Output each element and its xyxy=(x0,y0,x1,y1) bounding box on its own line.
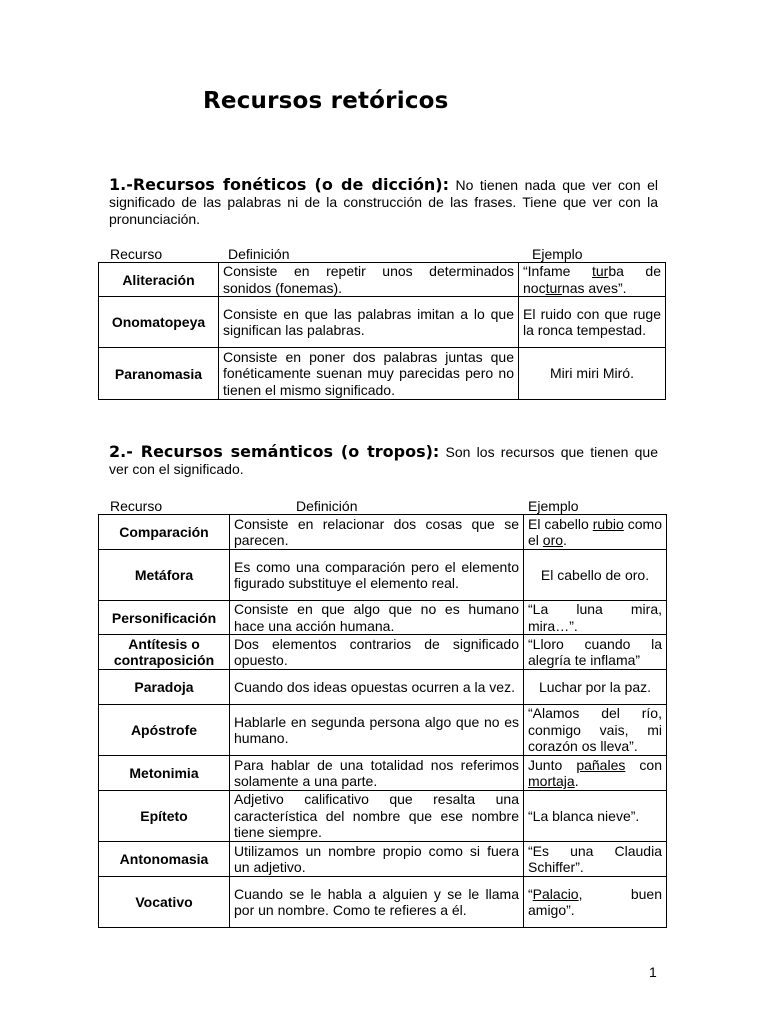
table-row xyxy=(99,705,667,756)
term-cell xyxy=(99,635,230,670)
example-text: . xyxy=(563,532,567,548)
example-text: ba de noc xyxy=(523,263,661,296)
definition-cell: Para hablar de una totalidad nos referimos solamente a una parte. xyxy=(230,756,524,791)
definition-cell: Dos elementos contrarios de significado opuesto. xyxy=(230,635,524,670)
section2-heading: 2.- Recursos semánticos (o tropos): xyxy=(109,442,440,461)
definition-cell: Consiste en relacionar dos cosas que se parecen. xyxy=(230,515,524,550)
column-label-definicion: Definición xyxy=(228,246,290,262)
definition-cell: Utilizamos un nombre propio como si fuera un adjetivo. xyxy=(230,842,524,877)
definition-cell: Adjetivo calificativo que resalta una característica del nombre que ese nombre tiene siempre. xyxy=(230,791,524,842)
term-line: Antítesis o xyxy=(128,636,200,652)
table-row xyxy=(99,263,666,297)
document-title: Recursos retóricos xyxy=(203,88,449,114)
example-underlined: tur xyxy=(545,279,562,296)
example-underlined: rubio xyxy=(592,515,624,532)
example-text: El cabello xyxy=(528,515,593,532)
table-row xyxy=(99,842,667,877)
section2-intro xyxy=(109,443,658,478)
example-underlined: mortaja xyxy=(528,773,575,789)
term-cell: Epíteto xyxy=(99,791,230,842)
term-cell: Aliteración xyxy=(99,263,219,297)
example-cell: Miri miri Miró. xyxy=(519,348,666,400)
column-label-ejemplo: Ejemplo xyxy=(532,246,583,262)
table-row xyxy=(99,515,667,550)
example-text: . xyxy=(574,773,579,789)
section1-description: No tienen nada que ver con el significado de las palabras ni de la construcción de las frases. Tiene que ver con la pronunciación. xyxy=(109,177,659,227)
example-cell xyxy=(524,877,667,928)
example-text: como el xyxy=(528,515,662,548)
example-cell: “Alamos del río, conmigo vais, mi corazón os lleva”. xyxy=(524,705,667,756)
example-cell xyxy=(524,515,667,550)
example-cell: El ruido con que ruge la ronca tempestad. xyxy=(519,297,666,348)
column-label-ejemplo: Ejemplo xyxy=(528,498,579,514)
column-label-definicion: Definición xyxy=(296,498,358,514)
example-cell: “La blanca nieve”. xyxy=(524,791,667,842)
term-cell: Paradoja xyxy=(99,670,230,705)
term-cell: Onomatopeya xyxy=(99,297,219,348)
term-cell: Personificación xyxy=(99,601,230,635)
definition-cell: Cuando dos ideas opuestas ocurren a la vez. xyxy=(230,670,524,705)
table-row xyxy=(99,635,667,670)
example-cell: “Lloro cuando la alegría te inflama” xyxy=(524,635,667,670)
section2-description: Son los recursos que tienen que ver con el significado. xyxy=(109,444,658,477)
section1-heading: 1.-Recursos fonéticos (o de dicción): xyxy=(109,175,449,194)
example-cell: El cabello de oro. xyxy=(524,550,667,601)
example-underlined: Palacio xyxy=(532,885,579,902)
section1-intro xyxy=(109,176,658,228)
phonetic-resources-table xyxy=(98,262,666,400)
table-row xyxy=(99,297,666,348)
example-cell xyxy=(519,263,666,297)
table-row xyxy=(99,550,667,601)
term-cell: Comparación xyxy=(99,515,230,550)
column-label-recurso: Recurso xyxy=(110,246,163,262)
term-cell: Metáfora xyxy=(99,550,230,601)
definition-cell: Consiste en que las palabras imitan a lo que significan las palabras. xyxy=(219,297,519,348)
page-number: 1 xyxy=(649,964,657,980)
example-cell xyxy=(524,756,667,791)
term-cell: Antonomasia xyxy=(99,842,230,877)
table-row xyxy=(99,877,667,928)
term-line: contraposición xyxy=(113,652,215,668)
term-cell: Apóstrofe xyxy=(99,705,230,756)
example-text: nas aves”. xyxy=(561,279,627,296)
table-row xyxy=(99,791,667,842)
table-row xyxy=(99,670,667,705)
example-text: con xyxy=(625,756,662,773)
example-underlined: oro xyxy=(542,532,564,548)
term-cell: Paranomasia xyxy=(99,348,219,400)
term-cell: Metonimia xyxy=(99,756,230,791)
example-text: , buen amigo”. xyxy=(528,885,662,918)
definition-cell: Consiste en repetir unos determinados sonidos (fonemas). xyxy=(219,263,519,297)
example-cell: “Es una Claudia Schiffer”. xyxy=(524,842,667,877)
example-underlined: tur xyxy=(591,263,609,279)
term-cell: Vocativo xyxy=(99,877,230,928)
example-text: Junto xyxy=(528,756,577,773)
definition-cell: Hablarle en segunda persona algo que no es humano. xyxy=(230,705,524,756)
definition-cell: Consiste en que algo que no es humano hace una acción humana. xyxy=(230,601,524,635)
definition-cell: Cuando se le habla a alguien y se le llama por un nombre. Como te refieres a él. xyxy=(230,877,524,928)
section2-column-labels xyxy=(0,498,768,514)
definition-cell: Consiste en poner dos palabras juntas que fonéticamente suenan muy parecidas pero no tienen el mismo significado. xyxy=(219,348,519,400)
semantic-resources-table xyxy=(98,514,667,928)
table-row xyxy=(99,348,666,400)
section1-column-labels xyxy=(0,246,768,262)
example-text: “Infame xyxy=(523,263,592,279)
table-row xyxy=(99,601,667,635)
example-cell: Luchar por la paz. xyxy=(524,670,667,705)
example-text: “ xyxy=(528,885,533,902)
table-row xyxy=(99,756,667,791)
column-label-recurso: Recurso xyxy=(110,498,163,514)
definition-cell: Es como una comparación pero el elemento figurado substituye el elemento real. xyxy=(230,550,524,601)
example-underlined: pañales xyxy=(576,756,626,773)
example-cell: “La luna mira, mira…”. xyxy=(524,601,667,635)
